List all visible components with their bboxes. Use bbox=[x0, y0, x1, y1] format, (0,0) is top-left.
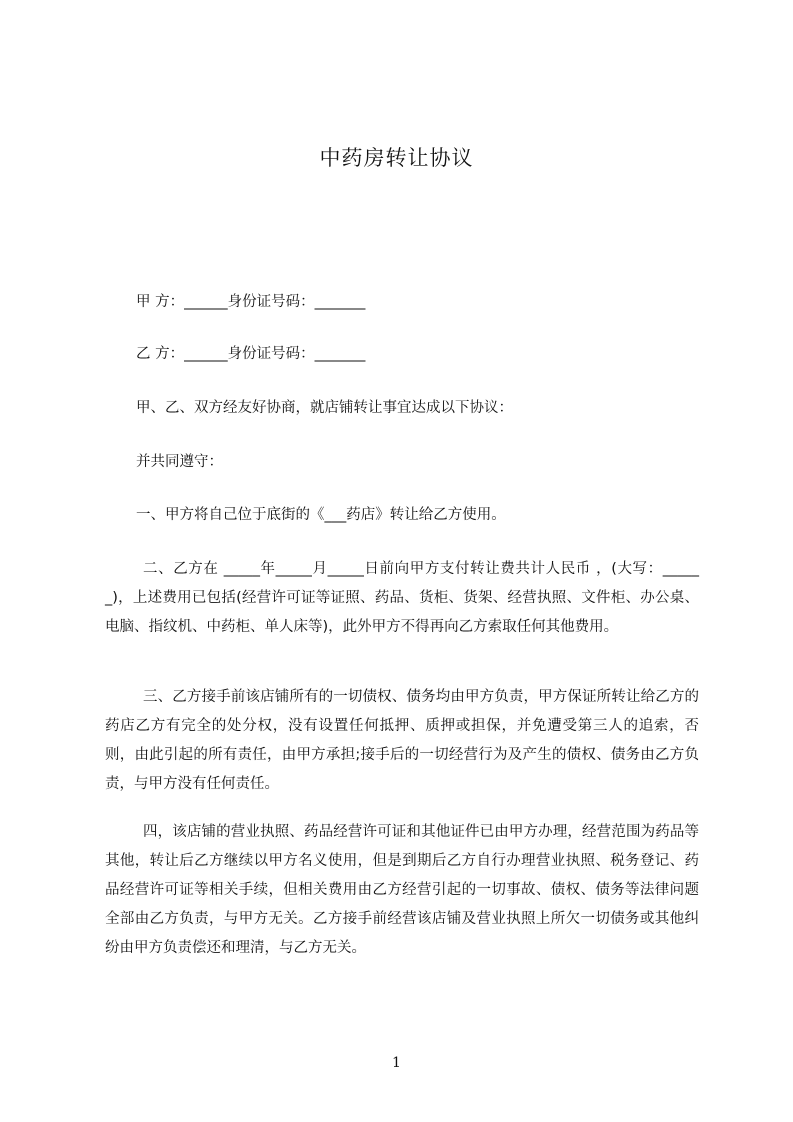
party-a-line: 甲 方：______身份证号码：_______ bbox=[136, 294, 366, 310]
clause-3: 三、乙方接手前该店铺所有的一切债权、债务均由甲方负责，甲方保证所转让给乙方的药店乙方有完全的处分权，没有设置任何抵押、质押或担保，并免遭受第三人的追索，否则，由此引起的所有责任，由甲方承担;接手后的一切经营行为及产生的债权、债务由乙方负责，与甲方没有任何责任。 bbox=[105, 689, 699, 792]
document-title: 中药房转让协议 bbox=[319, 146, 474, 170]
page-number: 1 bbox=[392, 1055, 401, 1071]
clause-1: 一、甲方将自己位于底街的《___药店》转让给乙方使用。 bbox=[136, 507, 506, 523]
clause-2: 二、乙方在 _____年_____月_____日前向甲方支付转让费共计人民币 ，(大写：______)，上述费用已包括(经营许可证等证照、药品、货柜、货架、经营执照、文件柜、办公桌、电脑、指纹机、中药柜、单人床等)，此外甲方不得再向乙方索取任何其他费用。 bbox=[105, 561, 699, 635]
intro-paragraph: 甲、乙、双方经友好协商，就店铺转让事宜达成以下协议： bbox=[136, 400, 513, 416]
clause-4: 四，该店铺的营业执照、药品经营许可证和其他证件已由甲方办理，经营范围为药品等其他，转让后乙方继续以甲方名义使用，但是到期后乙方自行办理营业执照、税务登记、药品经营许可证等相关手续，但相关费用由乙方经营引起的一切事故、债权、债务等法律问题全部由乙方负责，与甲方无关。乙方接手前经营该店铺及营业执照上所欠一切债务或其他纠纷由甲方负责偿还和理清，与乙方无关。 bbox=[105, 824, 699, 956]
comply-paragraph: 并共同遵守： bbox=[136, 454, 223, 470]
party-b-line: 乙 方：______身份证号码：_______ bbox=[136, 346, 366, 362]
